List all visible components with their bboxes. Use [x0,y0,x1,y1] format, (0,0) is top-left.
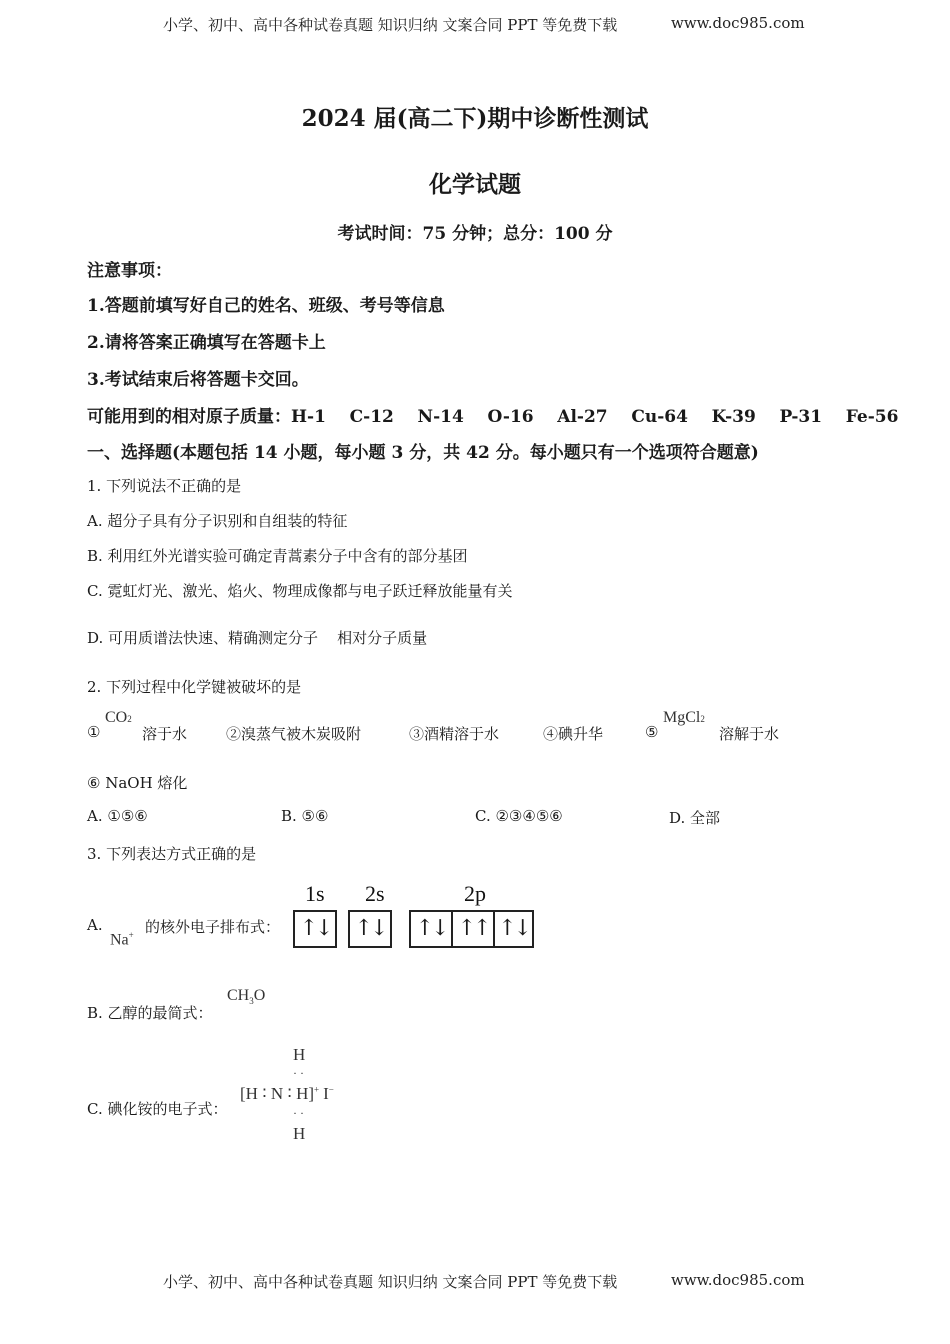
orbital-box-2s [348,910,392,948]
orbital-label-2s: 2s [365,881,385,906]
q1-option-c: C. 霓虹灯光、激光、焰火、物理成像都与电子跃迁释放能量有关 [87,582,513,600]
note-item: 3.考试结束后将答题卡交回。 [87,370,309,390]
section-heading: 一、选择题(本题包括 14 小题，每小题 3 分，共 42 分。每小题只有一个选项符合题意) [87,443,759,463]
q2-item-3: ③酒精溶于水 [409,725,500,743]
orbital-electrons: ↑↓ [299,916,331,941]
q3-option-a-ion: Na+ [110,930,134,949]
q2-option-b: B. ⑤⑥ [281,807,329,825]
q1-stem: 1. 下列说法不正确的是 [87,477,242,495]
q2-item-2: ②溴蒸气被木炭吸附 [226,725,362,743]
q1-option-b: B. 利用红外光谱实验可确定青蒿素分子中含有的部分基团 [87,547,468,565]
page-footer-text: 小学、初中、高中各种试卷真题 知识归纳 文案合同 PPT 等免费下载 [163,1273,618,1291]
q2-item-1-mark: ① [87,723,101,741]
q3-option-a-label: A. [87,916,103,934]
orbital-electrons: ↑↓ [498,916,529,941]
orbital-label-2p: 2p [464,881,486,906]
q2-stem: 2. 下列过程中化学键被破坏的是 [87,678,302,696]
orbital-box-2p [409,910,534,948]
q2-option-a: A. ①⑤⑥ [87,807,148,825]
electron-dots-top: · · [293,1066,304,1080]
orbital-electrons: ↑↑ [457,916,489,941]
q3-option-c-text: C. 碘化铵的电子式： [87,1100,228,1118]
q2-item-1-text: 溶于水 [142,725,188,743]
q2-item-5-mark: ⑤ [645,723,659,741]
q1-option-a: A. 超分子具有分子识别和自组装的特征 [87,512,348,530]
orbital-electrons: ↑↓ [415,916,447,941]
page-header-url[interactable]: www.doc985.com [671,14,805,32]
page-header-text: 小学、初中、高中各种试卷真题 知识归纳 文案合同 PPT 等免费下载 [163,16,618,34]
electron-formula-center: [H ∶ N ∶ H]+ I− [240,1084,334,1103]
electron-formula-top-h: H [293,1045,306,1064]
q3-option-b-formula: $CH_3O$ [227,987,266,1007]
q2-item-5-formula: MgCl2 [663,709,705,726]
q3-option-b-text: B. 乙醇的最简式： [87,1004,213,1022]
exam-title: 2024 届(高二下)期中诊断性测试 [301,105,649,132]
atomic-masses: 可能用到的相对原子质量：H-1 C-12 N-14 O-16 Al-27 Cu-64 K-39 P-31 Fe-56 [87,407,899,427]
q2-item-5-text: 溶解于水 [719,725,780,743]
q2-item-1-formula: CO2 [105,709,132,726]
q2-option-c: C. ②③④⑤⑥ [475,807,563,825]
orbital-label-1s: 1s [305,881,325,906]
note-item: 1.答题前填写好自己的姓名、班级、考号等信息 [87,296,445,316]
exam-info: 考试时间：75 分钟；总分：100 分 [337,224,613,244]
q3-stem: 3. 下列表达方式正确的是 [87,845,257,863]
electron-formula-bottom-h: H [293,1124,306,1143]
page-footer-url[interactable]: www.doc985.com [671,1271,805,1289]
q3-option-a-text: 的核外电子排布式： [145,918,281,936]
electron-dots-bottom: · · [293,1106,304,1120]
q2-item-4: ④碘升华 [543,725,604,743]
notes-heading: 注意事项： [87,261,172,281]
note-item: 2.请将答案正确填写在答题卡上 [87,333,326,353]
exam-subtitle: 化学试题 [429,171,521,198]
orbital-box-1s [293,910,337,948]
orbital-electrons: ↑↓ [354,916,386,941]
q2-option-d: D. 全部 [669,809,721,827]
q2-item-6: ⑥ NaOH 熔化 [87,774,188,792]
q1-option-d: D. 可用质谱法快速、精确测定分子 相对分子质量 [87,629,428,647]
